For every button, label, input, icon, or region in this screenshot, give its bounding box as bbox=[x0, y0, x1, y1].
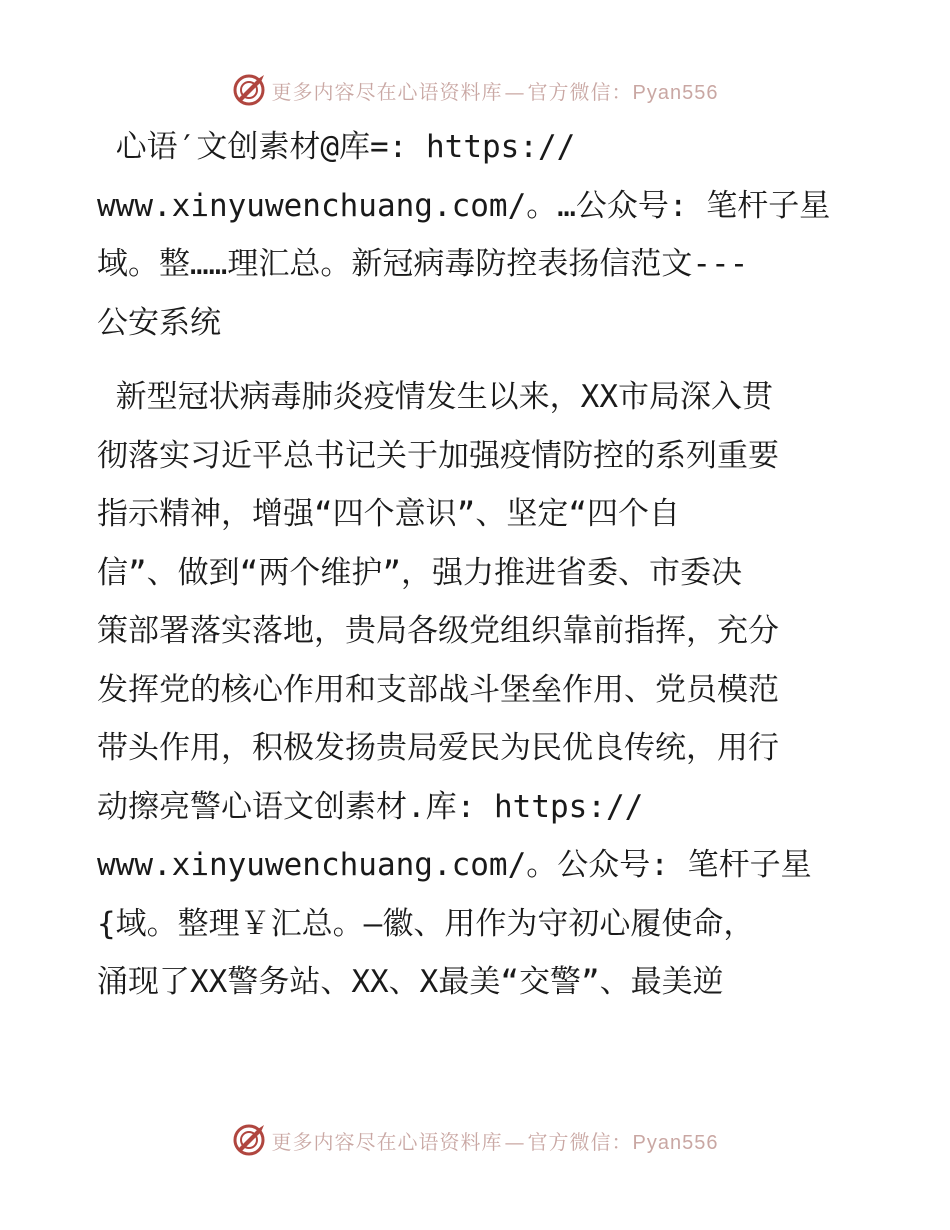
text-line: www.xinyuwenchuang.com/。…公众号: 笔杆子星 bbox=[97, 187, 831, 224]
text-line: www.xinyuwenchuang.com/。公众号: 笔杆子星 bbox=[97, 847, 812, 883]
document-body bbox=[97, 118, 857, 1012]
text-line: 公安系统 bbox=[97, 304, 221, 341]
watermark-main: 更多内容尽在心语资料库 bbox=[271, 1129, 503, 1154]
watermark-label: 官方微信： bbox=[527, 1129, 633, 1154]
text-line: 动擦亮警心语文创素材.库: https:// bbox=[97, 788, 644, 825]
text-line: 涌现了XX警务站、XX、X最美“交警”、最美逆 bbox=[97, 964, 724, 1000]
text-line: 新型冠状病毒肺炎疫情发生以来，XX市局深入贯 bbox=[97, 379, 773, 415]
paragraph-body bbox=[97, 368, 857, 1012]
watermark-label: 官方微信： bbox=[527, 79, 633, 104]
brand-logo-icon bbox=[232, 1123, 266, 1157]
text-line: 彻落实习近平总书记关于加强疫情防控的系列重要 bbox=[97, 437, 779, 474]
text-line: 指示精神，增强“四个意识”、坚定“四个自 bbox=[97, 496, 680, 532]
brand-logo-icon bbox=[232, 73, 266, 107]
watermark-text bbox=[272, 1126, 719, 1155]
watermark-separator: — bbox=[504, 79, 526, 104]
text-line: 策部署落实落地，贵局各级党组织靠前指挥，充分 bbox=[97, 613, 779, 649]
watermark-handle: Pyan556 bbox=[632, 81, 719, 104]
watermark-banner-bottom bbox=[0, 1118, 950, 1162]
text-line: 心语′文创素材@库=: https:// bbox=[97, 129, 576, 165]
text-line: 带头作用，积极发扬贵局爱民为民优良传统，用行 bbox=[97, 730, 779, 766]
text-line: 信”、做到“两个维护”，强力推进省委、市委决 bbox=[97, 554, 742, 591]
text-line: {域。整理￥汇总。—徽、用作为守初心履使命， bbox=[97, 905, 755, 942]
text-line: 发挥党的核心作用和支部战斗堡垒作用、党员模范 bbox=[97, 671, 779, 708]
text-line: 域。整……理汇总。新冠病毒防控表扬信范文--- bbox=[97, 246, 749, 282]
watermark-text bbox=[272, 76, 719, 105]
watermark-handle: Pyan556 bbox=[632, 1131, 719, 1154]
watermark-separator: — bbox=[504, 1129, 526, 1154]
watermark-main: 更多内容尽在心语资料库 bbox=[271, 79, 503, 104]
paragraph-header bbox=[97, 118, 857, 352]
watermark-banner-top bbox=[0, 68, 950, 112]
